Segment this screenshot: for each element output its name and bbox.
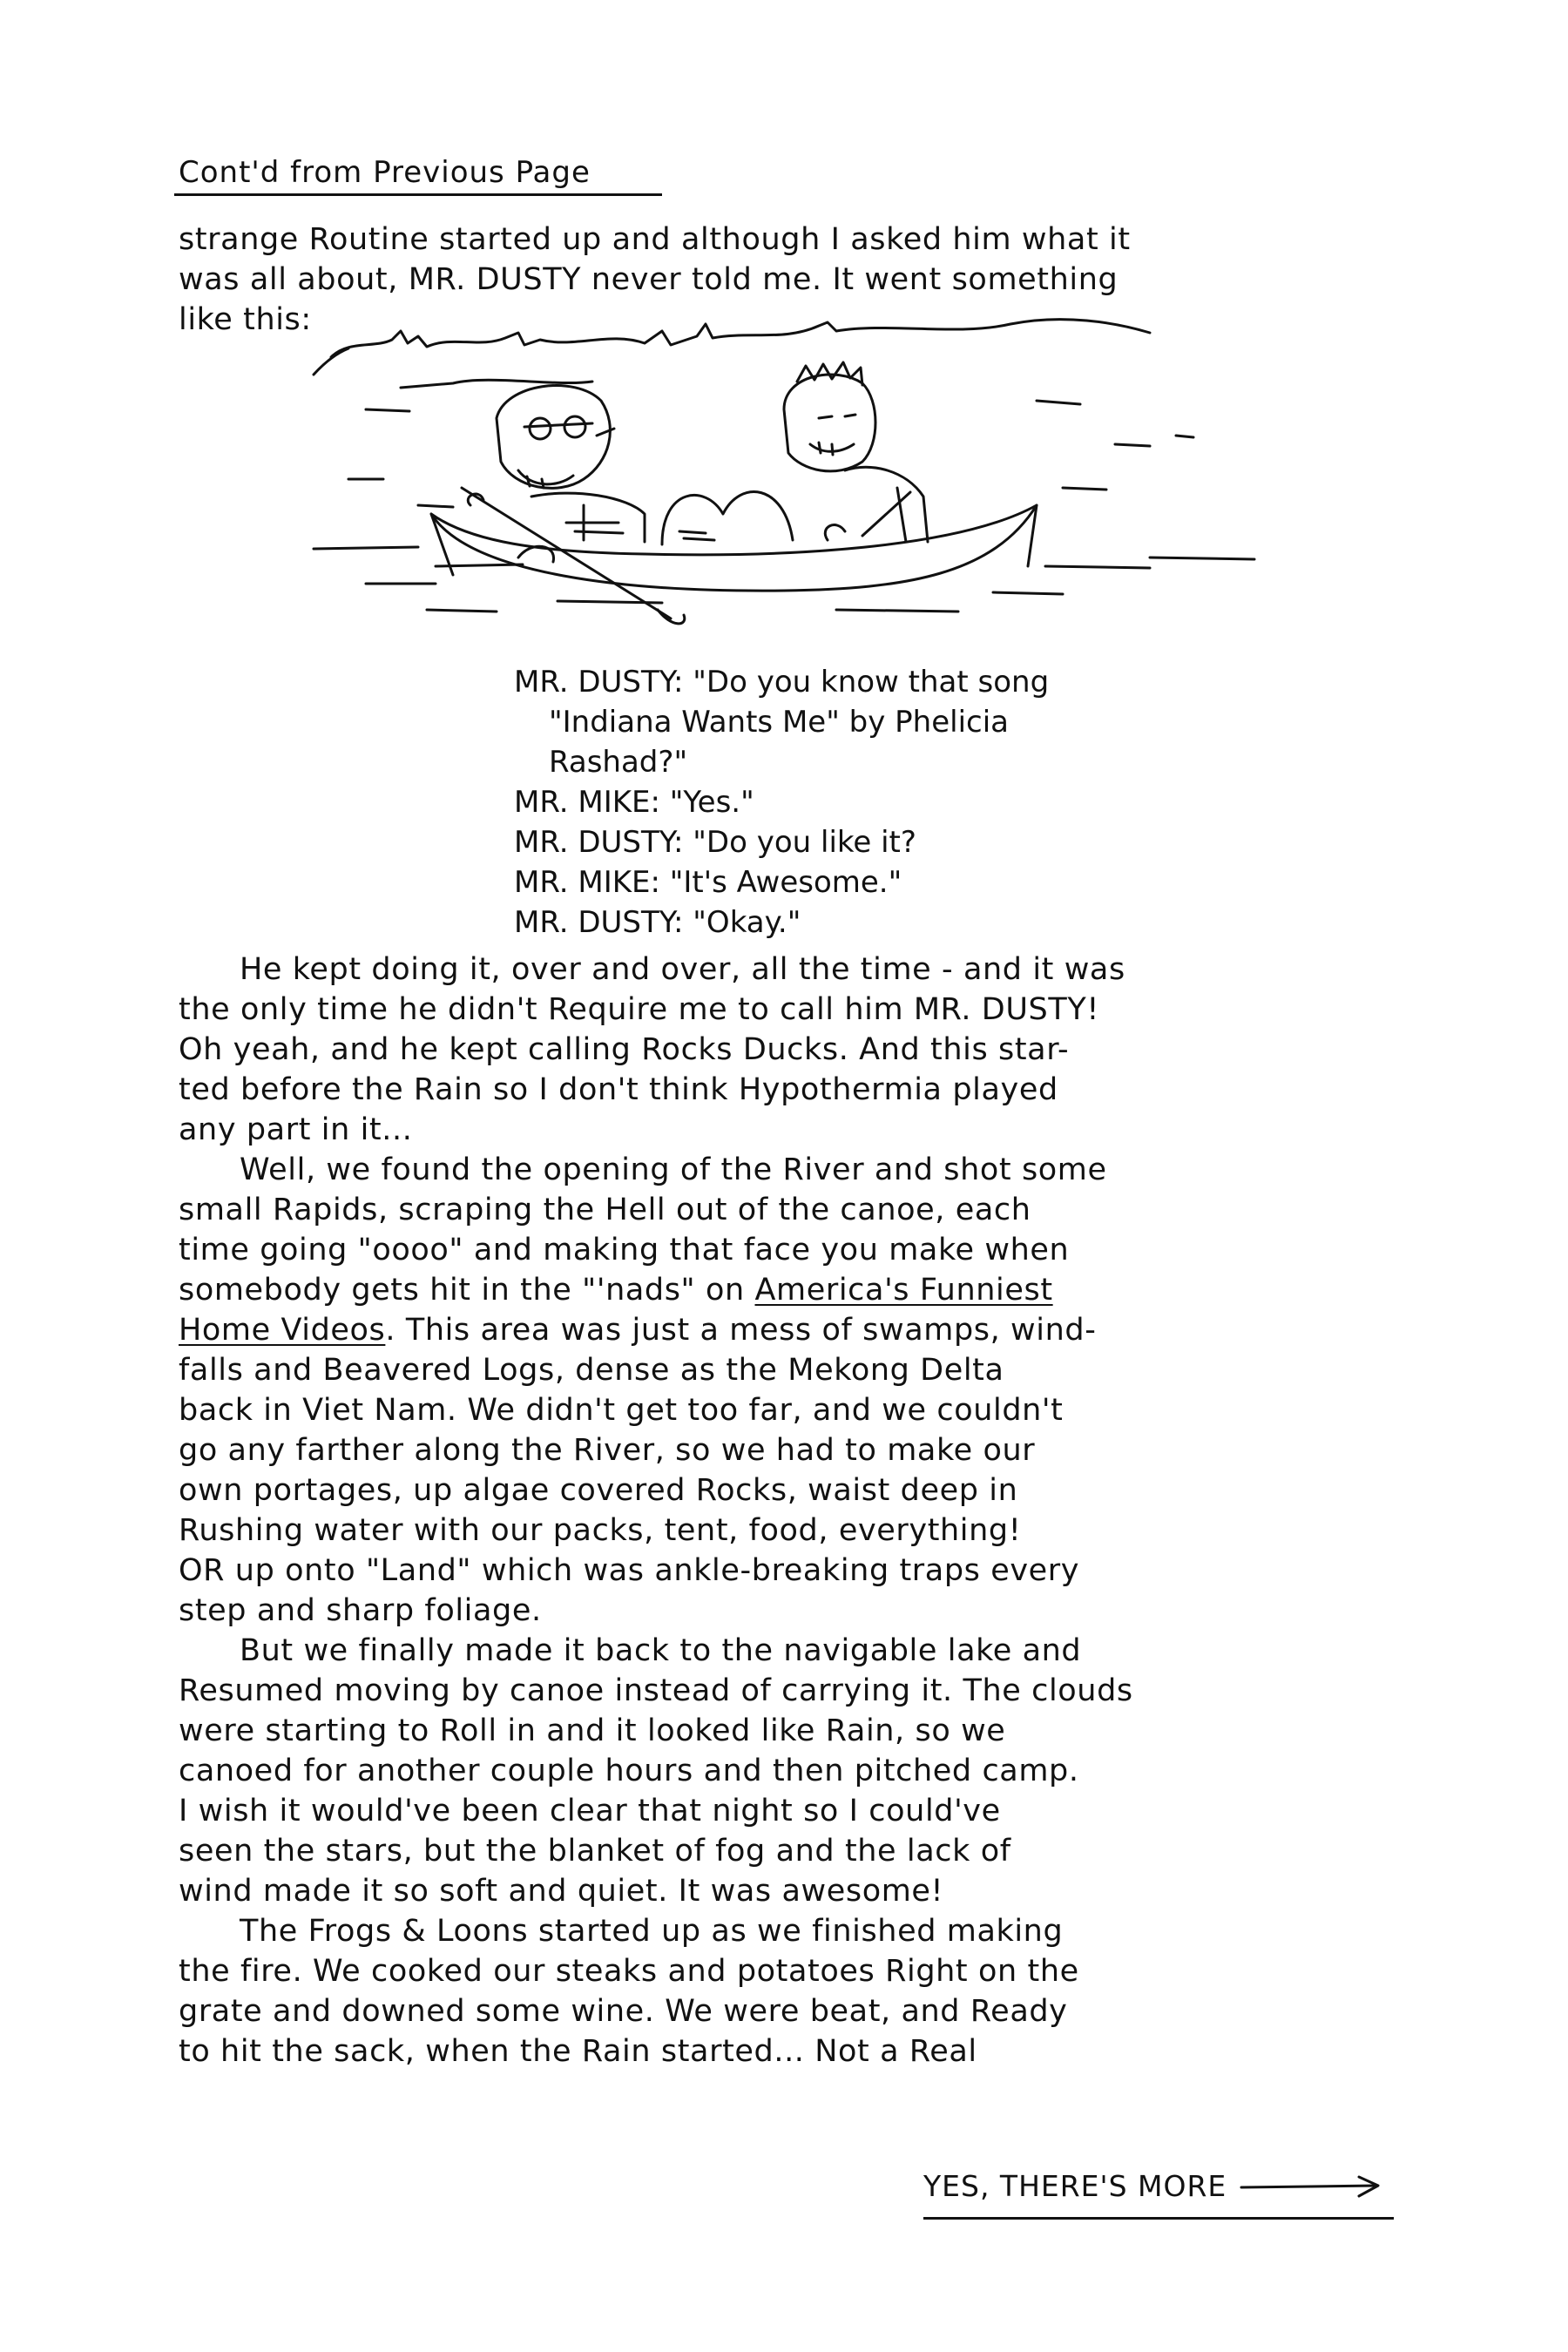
body-line: falls and Beavered Logs, dense as the Mekong Delta <box>179 1353 1004 1388</box>
body-line: step and sharp foliage. <box>179 1593 542 1628</box>
body-line: time going "oooo" and making that face you make when <box>179 1233 1070 1267</box>
intro-line: strange Routine started up and although I asked him what it <box>179 222 1131 257</box>
body-line: I wish it would've been clear that night so I could've <box>179 1794 1001 1828</box>
body-line: back in Viet Nam. We didn't get too far, and we couldn't <box>179 1393 1064 1428</box>
body-line: The Frogs & Loons started up as we finished making <box>240 1914 1064 1949</box>
continued-footer: YES, THERE'S MORE <box>923 2169 1227 2203</box>
body-line: the only time he didn't Require me to call him MR. DUSTY! <box>179 992 1099 1027</box>
dialogue-block <box>514 662 1298 943</box>
body-line: were starting to Roll in and it looked like Rain, so we <box>179 1713 1006 1748</box>
dialogue-line: "Indiana Wants Me" by Phelicia <box>549 705 1009 740</box>
body-line: OR up onto "Land" which was ankle-breaking traps every <box>179 1553 1080 1588</box>
body-line: seen the stars, but the blanket of fog and the lack of <box>179 1834 1011 1869</box>
dialogue-line: MR. MIKE: "It's Awesome." <box>514 865 902 900</box>
body-line: the fire. We cooked our steaks and potatoes Right on the <box>179 1954 1079 1989</box>
body-text: . This area was just a mess of swamps, wind- <box>385 1313 1097 1348</box>
body-line: grate and downed some wine. We were beat, and Ready <box>179 1994 1068 2029</box>
dialogue-line: MR. DUSTY: "Do you know that song <box>514 665 1050 700</box>
body-text: somebody gets hit in the "'nads" on <box>179 1273 755 1308</box>
body-line: Oh yeah, and he kept calling Rocks Ducks. And this star- <box>179 1032 1070 1067</box>
tv-show-title: America's Funniest <box>754 1273 1053 1308</box>
body-line: He kept doing it, over and over, all the time - and it was <box>240 952 1125 987</box>
body-line: Resumed moving by canoe instead of carrying it. The clouds <box>179 1673 1133 1708</box>
story-body <box>179 950 1398 2072</box>
dialogue-line: Rashad?" <box>549 745 688 780</box>
body-line: any part in it... <box>179 1112 413 1147</box>
body-line: Rushing water with our packs, tent, food, everything! <box>179 1513 1022 1548</box>
dialogue-line: MR. DUSTY: "Do you like it? <box>514 825 916 860</box>
body-line: own portages, up algae covered Rocks, waist deep in <box>179 1473 1018 1508</box>
body-line <box>179 1310 1398 1350</box>
canoe-drawing-icon <box>296 314 1368 653</box>
tv-show-title: Home Videos <box>179 1313 386 1348</box>
continued-header: Cont'd from Previous Page <box>179 155 591 190</box>
body-line: canoed for another couple hours and then pitched camp. <box>179 1754 1079 1788</box>
body-line: wind made it so soft and quiet. It was awesome! <box>179 1874 944 1909</box>
intro-line: like this: <box>179 302 312 337</box>
body-line: small Rapids, scraping the Hell out of the canoe, each <box>179 1193 1031 1227</box>
body-line: ted before the Rain so I don't think Hypothermia played <box>179 1072 1058 1107</box>
footer-underline <box>923 2217 1394 2220</box>
arrow-right-icon <box>1237 2173 1385 2200</box>
body-line: Well, we found the opening of the River and shot some <box>240 1152 1107 1187</box>
intro-line: was all about, MR. DUSTY never told me. It went something <box>179 262 1119 297</box>
header-underline <box>174 193 662 196</box>
body-line: go any farther along the River, so we had to make our <box>179 1433 1036 1468</box>
body-line: to hit the sack, when the Rain started... Not a Real <box>179 2034 977 2069</box>
dialogue-line: MR. DUSTY: "Okay." <box>514 905 801 940</box>
body-line <box>179 1270 1398 1310</box>
dialogue-line: MR. MIKE: "Yes." <box>514 785 754 820</box>
body-line: But we finally made it back to the navigable lake and <box>240 1633 1082 1668</box>
